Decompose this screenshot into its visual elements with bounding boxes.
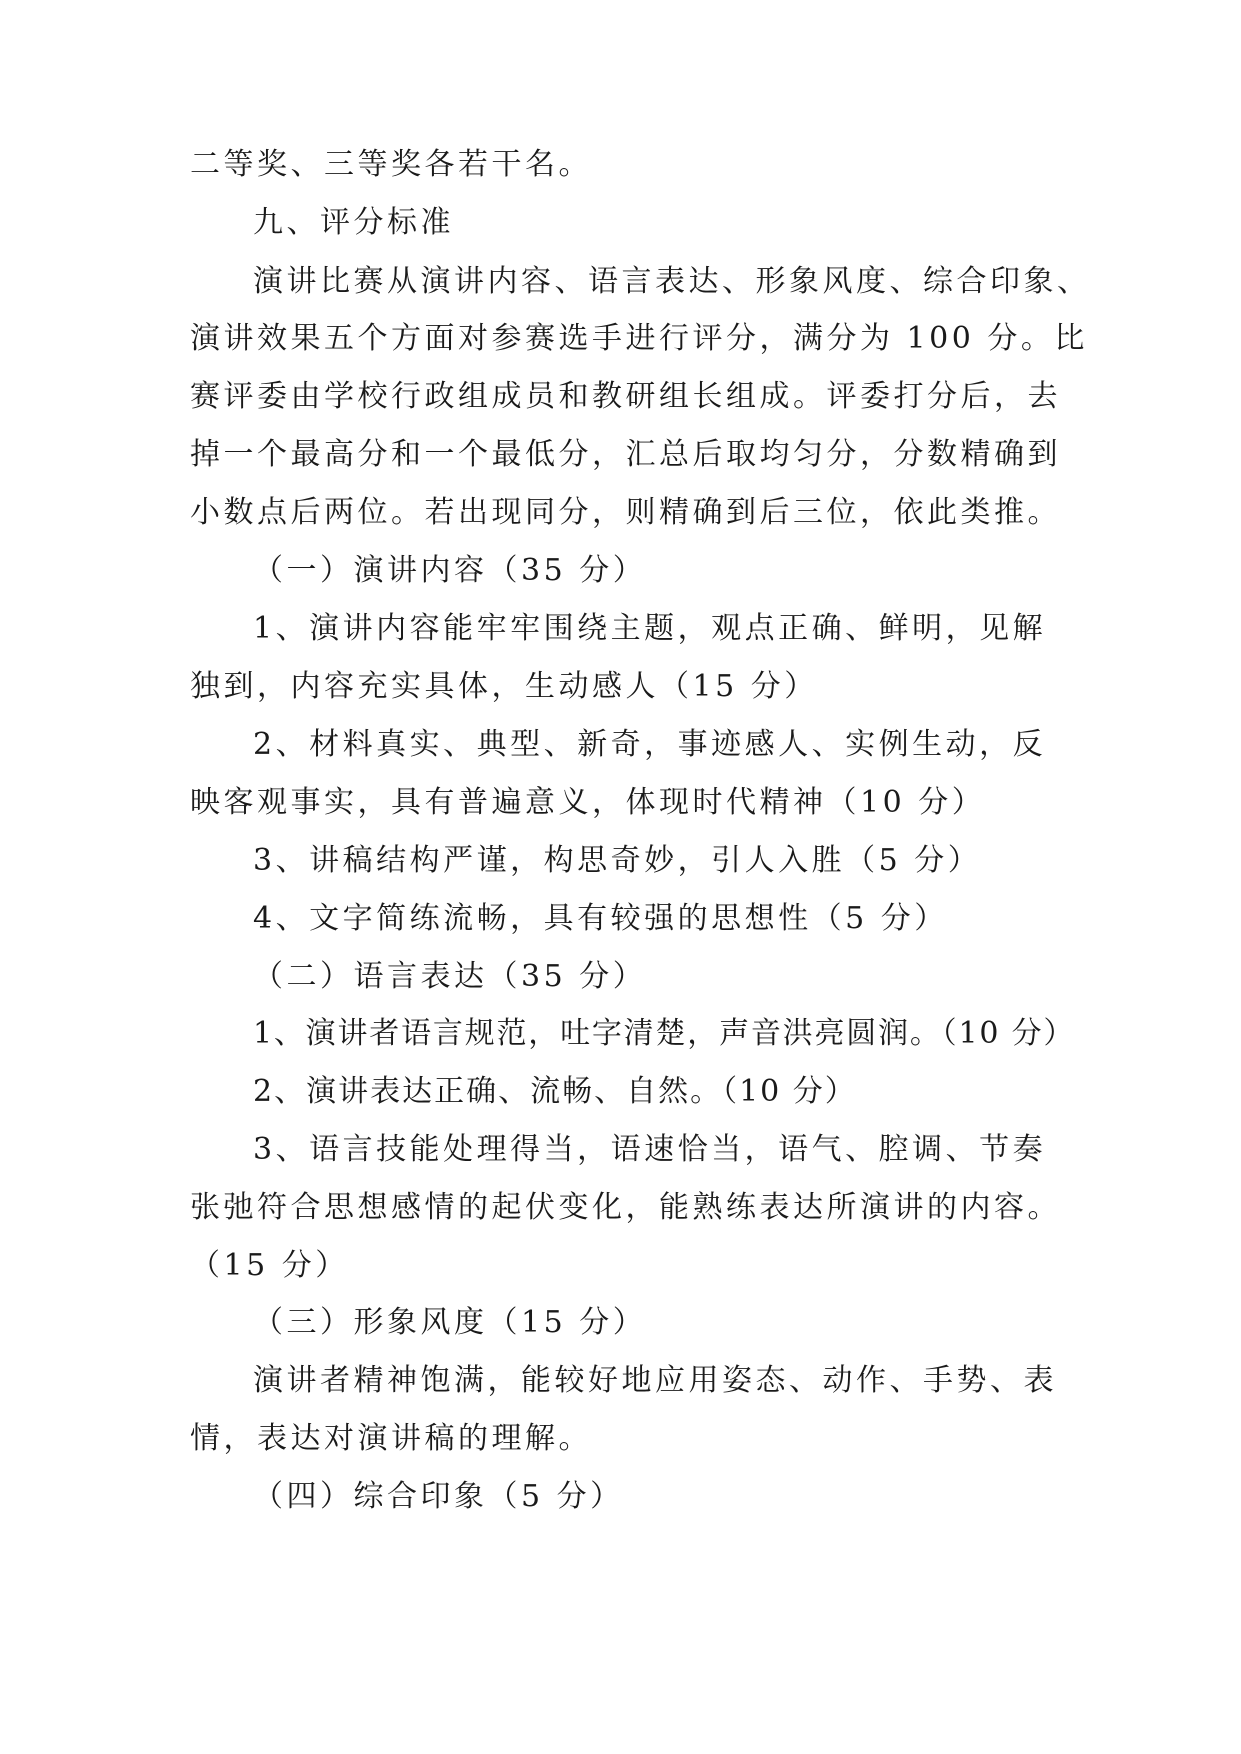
text-line: 掉一个最高分和一个最低分，汇总后取均匀分，分数精确到 [190, 437, 1061, 472]
text-line: （15 分） [190, 1248, 349, 1283]
text-line: 二等奖、三等奖各若干名。 [190, 147, 592, 182]
text-line: 3、讲稿结构严谨，构思奇妙，引人入胜（5 分） [253, 843, 982, 878]
text-line: 小数点后两位。若出现同分，则精确到后三位，依此类推。 [190, 495, 1061, 530]
text-line: 3、语言技能处理得当，语速恰当，语气、腔调、节奏 [253, 1132, 1047, 1167]
text-line: 赛评委由学校行政组成员和教研组长组成。评委打分后，去 [190, 379, 1061, 414]
text-line: 张弛符合思想感情的起伏变化，能熟练表达所演讲的内容。 [190, 1190, 1061, 1225]
text-line: 独到，内容充实具体，生动感人（15 分） [190, 669, 818, 704]
text-line: 演讲比赛从演讲内容、语言表达、形象风度、综合印象、 [253, 264, 1091, 299]
text-line: 2、材料真实、典型、新奇，事迹感人、实例生动，反 [253, 727, 1047, 762]
subsection-heading: （二）语言表达（35 分） [253, 959, 647, 994]
text-line: 演讲者精神饱满，能较好地应用姿态、动作、手势、表 [253, 1363, 1057, 1398]
text-line: 2、演讲表达正确、流畅、自然。（10 分） [253, 1074, 857, 1109]
text-line: 演讲效果五个方面对参赛选手进行评分，满分为 100 分。比 [190, 321, 1088, 356]
text-line: 4、文字简练流畅，具有较强的思想性（5 分） [253, 901, 948, 936]
subsection-heading: （四）综合印象（5 分） [253, 1479, 624, 1514]
section-heading: 九、评分标准 [253, 205, 454, 240]
text-line: 映客观事实，具有普遍意义，体现时代精神（10 分） [190, 785, 986, 820]
text-line: 1、演讲内容能牢牢围绕主题，观点正确、鲜明，见解 [253, 611, 1047, 646]
text-line: 1、演讲者语言规范，吐字清楚，声音洪亮圆润。（10 分） [253, 1016, 1076, 1051]
text-line: 情，表达对演讲稿的理解。 [190, 1421, 592, 1456]
subsection-heading: （三）形象风度（15 分） [253, 1305, 647, 1340]
subsection-heading: （一）演讲内容（35 分） [253, 553, 647, 588]
